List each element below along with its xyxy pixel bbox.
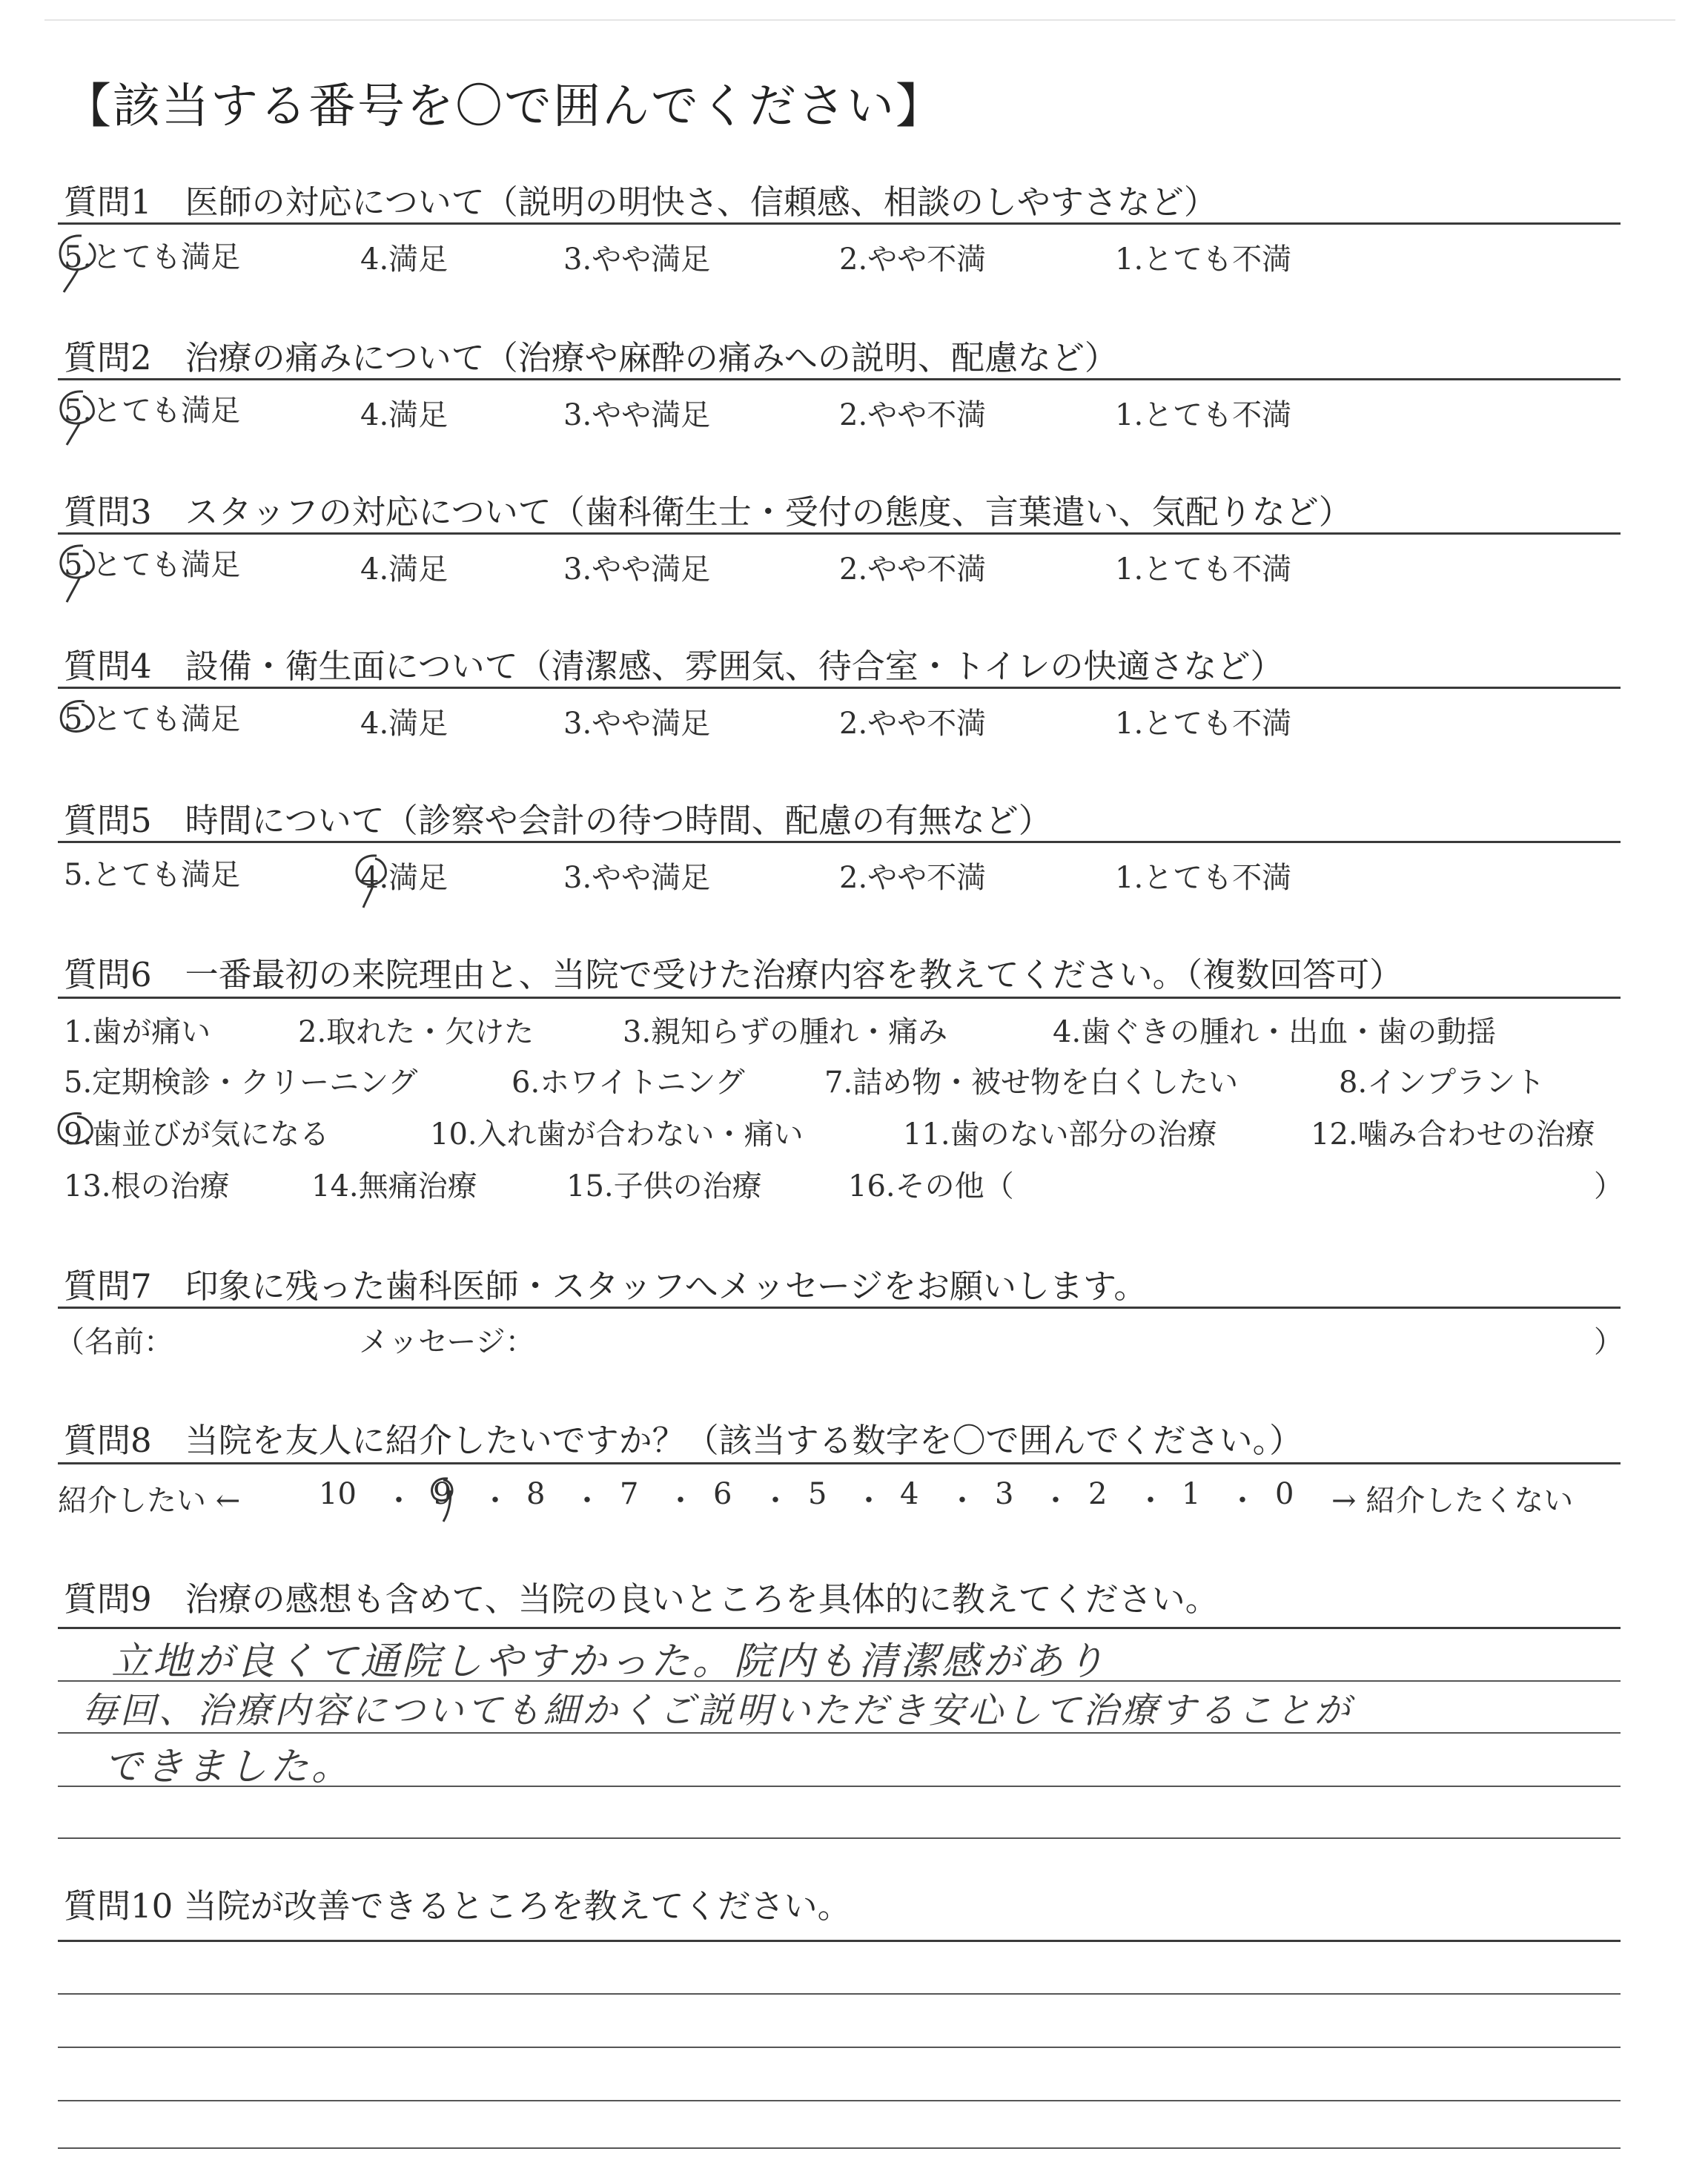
page-title: 【該当する番号を〇で囲んでください】 xyxy=(64,79,944,134)
q9-answer-line-2: 毎回、治療内容についても細かくご説明いただき安心して治療することが xyxy=(82,1690,1354,1731)
q7-heading: 質問7 印象に残った歯科医師・スタッフへメッセージをお願いします。 xyxy=(64,1266,1148,1306)
scan-edge xyxy=(44,19,1675,21)
q1-option-3[interactable]: 3.やや満足 xyxy=(563,242,711,277)
q4-option-1[interactable]: 1.とても不満 xyxy=(1115,707,1292,741)
q2-option-1[interactable]: 1.とても不満 xyxy=(1115,398,1292,432)
q8-scale-0[interactable]: 0 xyxy=(1275,1477,1294,1511)
q4-option-5[interactable]: 5.とても満足 xyxy=(64,702,241,736)
q10-line-2 xyxy=(58,1993,1621,1995)
q4-rule xyxy=(58,687,1621,689)
q6-option-7[interactable]: 7.詰め物・被せ物を白くしたい xyxy=(824,1066,1239,1100)
q5-heading: 質問5 時間について（診察や会計の待つ時間、配慮の有無など） xyxy=(64,801,1052,840)
q6-rule xyxy=(58,997,1621,999)
q6-option-16[interactable]: 16.その他（ xyxy=(848,1169,1014,1203)
q4-option-2[interactable]: 2.やや不満 xyxy=(839,707,987,741)
q8-circle-mark xyxy=(421,1468,466,1527)
q3-heading: 質問3 スタッフの対応について（歯科衛生士・受付の態度、言葉遣い、気配りなど） xyxy=(64,492,1352,532)
q7-name-label: （名前： xyxy=(55,1325,173,1359)
q8-dot: ・ xyxy=(666,1484,695,1518)
q3-option-4[interactable]: 4.満足 xyxy=(360,552,448,587)
q6-option-4[interactable]: 4.歯ぐきの腫れ・出血・歯の動揺 xyxy=(1053,1015,1497,1049)
q8-scale-8[interactable]: 8 xyxy=(526,1477,546,1511)
q2-rule xyxy=(58,378,1621,380)
q8-dot: ・ xyxy=(572,1484,602,1518)
q2-option-4[interactable]: 4.満足 xyxy=(360,398,448,432)
q1-option-5[interactable]: 5.とても満足 xyxy=(64,240,241,274)
q5-option-3[interactable]: 3.やや満足 xyxy=(563,861,711,895)
q3-rule xyxy=(58,532,1621,535)
q3-circle-mark xyxy=(52,534,111,608)
q4-circle-mark xyxy=(52,690,111,749)
q8-dot: ・ xyxy=(1041,1484,1070,1518)
q2-circle-mark xyxy=(52,378,111,452)
q8-scale-6[interactable]: 6 xyxy=(713,1477,732,1511)
q2-option-5[interactable]: 5.とても満足 xyxy=(64,394,241,428)
q6-option-1[interactable]: 1.歯が痛い xyxy=(64,1015,211,1049)
q10-line-5 xyxy=(58,2147,1621,2149)
q8-heading: 質問8 当院を友人に紹介したいですか？（該当する数字を〇で囲んでください。） xyxy=(64,1421,1303,1460)
q8-dot: ・ xyxy=(384,1484,414,1518)
q8-left-label: 紹介したい ← xyxy=(58,1484,241,1518)
q9-answer-line-3: できました。 xyxy=(104,1745,354,1789)
q1-rule xyxy=(58,222,1621,225)
q6-option-15[interactable]: 15.子供の治療 xyxy=(566,1169,762,1203)
q6-circle-mark xyxy=(49,1105,108,1157)
q6-option-3[interactable]: 3.親知らずの腫れ・痛み xyxy=(623,1015,948,1049)
q8-dot: ・ xyxy=(947,1484,977,1518)
q9-line-1 xyxy=(58,1627,1621,1629)
q3-option-5[interactable]: 5.とても満足 xyxy=(64,548,241,582)
q7-rule xyxy=(58,1307,1621,1309)
q6-option-9[interactable]: 9.歯並びが気になる xyxy=(64,1117,330,1152)
q8-rule xyxy=(58,1462,1621,1464)
q8-dot: ・ xyxy=(854,1484,884,1518)
q7-message-label: メッセージ： xyxy=(359,1325,535,1359)
q2-heading: 質問2 治療の痛みについて（治療や麻酔の痛みへの説明、配慮など） xyxy=(64,338,1118,377)
q5-option-2[interactable]: 2.やや不満 xyxy=(839,861,987,895)
q8-right-label: → 紹介したくない xyxy=(1331,1484,1574,1518)
q3-option-3[interactable]: 3.やや満足 xyxy=(563,552,711,587)
q1-option-2[interactable]: 2.やや不満 xyxy=(839,242,987,277)
q1-option-1[interactable]: 1.とても不満 xyxy=(1115,242,1292,277)
q8-dot: ・ xyxy=(1136,1484,1165,1518)
q10-line-1 xyxy=(58,1940,1621,1942)
q6-option-5[interactable]: 5.定期検診・クリーニング xyxy=(64,1066,418,1100)
q6-option-14[interactable]: 14.無痛治療 xyxy=(311,1169,477,1203)
q3-option-1[interactable]: 1.とても不満 xyxy=(1115,552,1292,587)
q8-scale-7[interactable]: 7 xyxy=(620,1477,639,1511)
q2-option-2[interactable]: 2.やや不満 xyxy=(839,398,987,432)
q8-dot: ・ xyxy=(761,1484,790,1518)
q6-option-11[interactable]: 11.歯のない部分の治療 xyxy=(903,1117,1217,1152)
q3-option-2[interactable]: 2.やや不満 xyxy=(839,552,987,587)
q4-heading: 質問4 設備・衛生面について（清潔感、雰囲気、待合室・トイレの快適さなど） xyxy=(64,647,1284,686)
q10-line-4 xyxy=(58,2100,1621,2101)
q1-circle-mark xyxy=(52,222,111,297)
q6-heading: 質問6 一番最初の来院理由と、当院で受けた治療内容を教えてください。（複数回答可） xyxy=(64,955,1403,994)
q5-rule xyxy=(58,841,1621,843)
q9-line-5 xyxy=(58,1837,1621,1839)
q6-option-2[interactable]: 2.取れた・欠けた xyxy=(298,1015,534,1049)
q6-option-10[interactable]: 10.入れ歯が合わない・痛い xyxy=(430,1117,804,1152)
q7-close-paren: ） xyxy=(1594,1325,1623,1359)
q8-scale-5[interactable]: 5 xyxy=(808,1477,827,1511)
q4-option-4[interactable]: 4.満足 xyxy=(360,707,448,741)
q10-line-3 xyxy=(58,2047,1621,2048)
q8-scale-9[interactable]: 9 xyxy=(433,1477,452,1511)
q8-dot: ・ xyxy=(480,1484,510,1518)
q5-option-1[interactable]: 1.とても不満 xyxy=(1115,861,1292,895)
q6-other-close-paren: ） xyxy=(1594,1169,1623,1203)
q8-scale-4[interactable]: 4 xyxy=(900,1477,919,1511)
q1-heading: 質問1 医師の対応について（説明の明快さ、信頼感、相談のしやすさなど） xyxy=(64,182,1217,222)
q6-option-12[interactable]: 12.噛み合わせの治療 xyxy=(1311,1117,1595,1152)
q6-option-8[interactable]: 8.インプラント xyxy=(1339,1066,1546,1100)
q5-option-4[interactable]: 4.満足 xyxy=(360,861,448,895)
q8-scale-1[interactable]: 1 xyxy=(1182,1477,1201,1511)
q5-option-5[interactable]: 5.とても満足 xyxy=(64,858,241,892)
q4-option-3[interactable]: 3.やや満足 xyxy=(563,707,711,741)
q1-option-4[interactable]: 4.満足 xyxy=(360,242,448,277)
q8-scale-10[interactable]: 10 xyxy=(319,1477,357,1511)
q5-circle-mark xyxy=(348,845,400,912)
q8-scale-3[interactable]: 3 xyxy=(995,1477,1014,1511)
q10-heading: 質問10 当院が改善できるところを教えてください。 xyxy=(64,1886,851,1926)
q8-scale-2[interactable]: 2 xyxy=(1088,1477,1108,1511)
q6-option-6[interactable]: 6.ホワイトニング xyxy=(512,1066,745,1100)
q9-heading: 質問9 治療の感想も含めて、当院の良いところを具体的に教えてください。 xyxy=(64,1579,1219,1619)
q2-option-3[interactable]: 3.やや満足 xyxy=(563,398,711,432)
q6-option-13[interactable]: 13.根の治療 xyxy=(64,1169,230,1203)
q8-dot: ・ xyxy=(1228,1484,1257,1518)
q9-answer-line-1: 立地が良くて通院しやすかった。院内も清潔感があり xyxy=(111,1639,1108,1684)
